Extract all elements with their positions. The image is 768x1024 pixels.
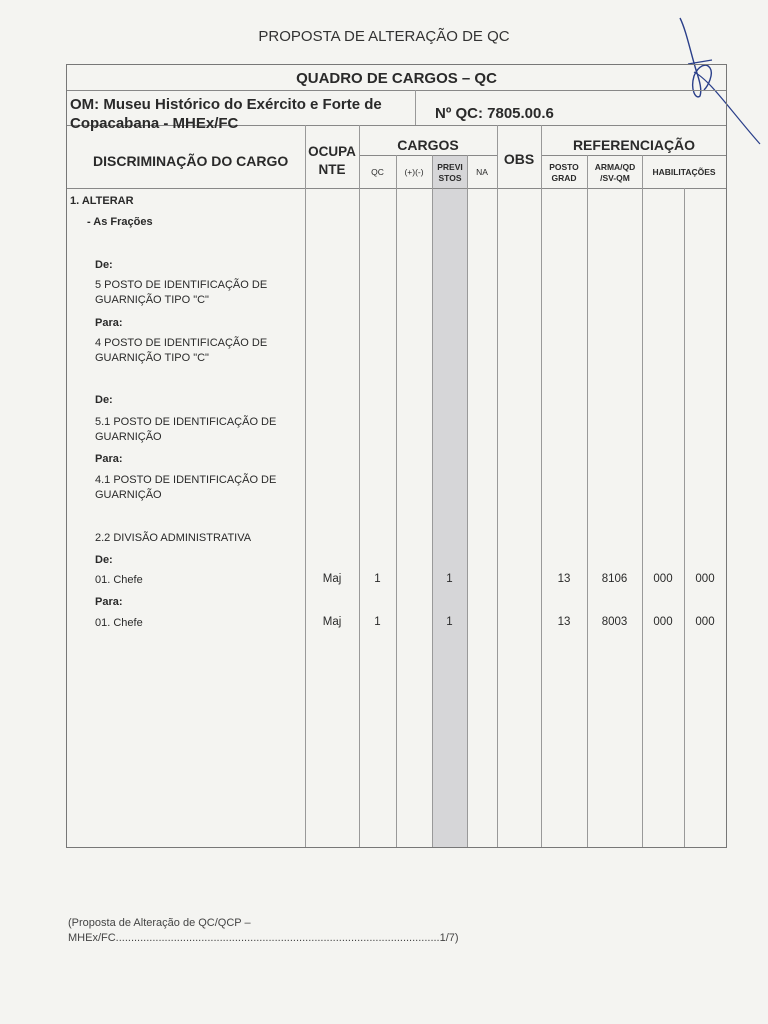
label-para: Para: xyxy=(95,596,123,608)
table-row-habilitacao: 000 xyxy=(695,573,715,585)
item-para: 4 POSTO DE IDENTIFICAÇÃO DE GUARNIÇÃO TIPO "C" xyxy=(95,337,268,364)
header-posto-grad: POSTO GRAD xyxy=(549,162,579,183)
item-de: 5 POSTO DE IDENTIFICAÇÃO DE GUARNIÇÃO TIPO "C" xyxy=(95,279,268,306)
quadro-de-cargos-table xyxy=(66,64,727,848)
table-row-cargo: 01. Chefe xyxy=(95,574,143,586)
header-obs: OBS xyxy=(503,151,535,167)
division-title: 2.2 DIVISÃO ADMINISTRATIVA xyxy=(95,532,252,544)
table-row-arma: 8003 xyxy=(601,616,628,628)
previstos-column-shade xyxy=(432,155,467,847)
table-row-habilitacao: 000 xyxy=(653,616,673,628)
page-title: PROPOSTA DE ALTERAÇÃO DE QC xyxy=(258,28,510,45)
table-row-posto: 13 xyxy=(557,573,571,585)
table-row-qc: 1 xyxy=(374,616,381,628)
header-referenciacao: REFERENCIAÇÃO xyxy=(572,137,696,153)
header-mais-menos: (+)(-) xyxy=(404,167,424,177)
header-cargos: CARGOS xyxy=(397,137,459,153)
footer-line: (Proposta de Alteração de QC/QCP – xyxy=(68,917,251,929)
label-de: De: xyxy=(95,259,113,271)
table-row-ocupante: Maj xyxy=(322,573,342,585)
table-row-qc: 1 xyxy=(374,573,381,585)
label-de: De: xyxy=(95,554,113,566)
label-de: De: xyxy=(95,394,113,406)
footer-line: MHEx/FC..........................................................................................................1/7) xyxy=(68,932,459,944)
table-row-arma: 8106 xyxy=(601,573,628,585)
table-title: QUADRO DE CARGOS – QC xyxy=(296,70,497,87)
item-para: 4.1 POSTO DE IDENTIFICAÇÃO DE GUARNIÇÃO xyxy=(95,474,277,501)
table-row-previstos: 1 xyxy=(446,616,453,628)
table-row-habilitacao: 000 xyxy=(695,616,715,628)
item-de: 5.1 POSTO DE IDENTIFICAÇÃO DE GUARNIÇÃO xyxy=(95,416,277,443)
label-para: Para: xyxy=(95,453,123,465)
header-previstos: PREVI STOS xyxy=(437,162,463,183)
table-row-ocupante: Maj xyxy=(322,616,342,628)
table-row-habilitacao: 000 xyxy=(653,573,673,585)
section-fracoes: - As Frações xyxy=(87,216,153,228)
header-discriminacao: DISCRIMINAÇÃO DO CARGO xyxy=(93,153,289,169)
page-footer xyxy=(68,916,459,946)
table-row-cargo: 01. Chefe xyxy=(95,617,143,629)
section-alterar: 1. ALTERAR xyxy=(70,195,134,207)
header-na: NA xyxy=(476,167,488,177)
qc-number: Nº QC: 7805.00.6 xyxy=(435,105,554,122)
header-ocupante: OCUPA NTE xyxy=(308,144,356,177)
header-qc: QC xyxy=(371,167,384,177)
table-row-posto: 13 xyxy=(557,616,571,628)
table-row-previstos: 1 xyxy=(446,573,453,585)
header-habilitacoes: HABILITAÇÕES xyxy=(652,167,716,177)
om-name: OM: Museu Histórico do Exército e Forte de Copacabana - MHEx/FC xyxy=(70,96,382,132)
header-arma-qd: ARMA/QD /SV-QM xyxy=(594,162,636,183)
label-para: Para: xyxy=(95,317,123,329)
